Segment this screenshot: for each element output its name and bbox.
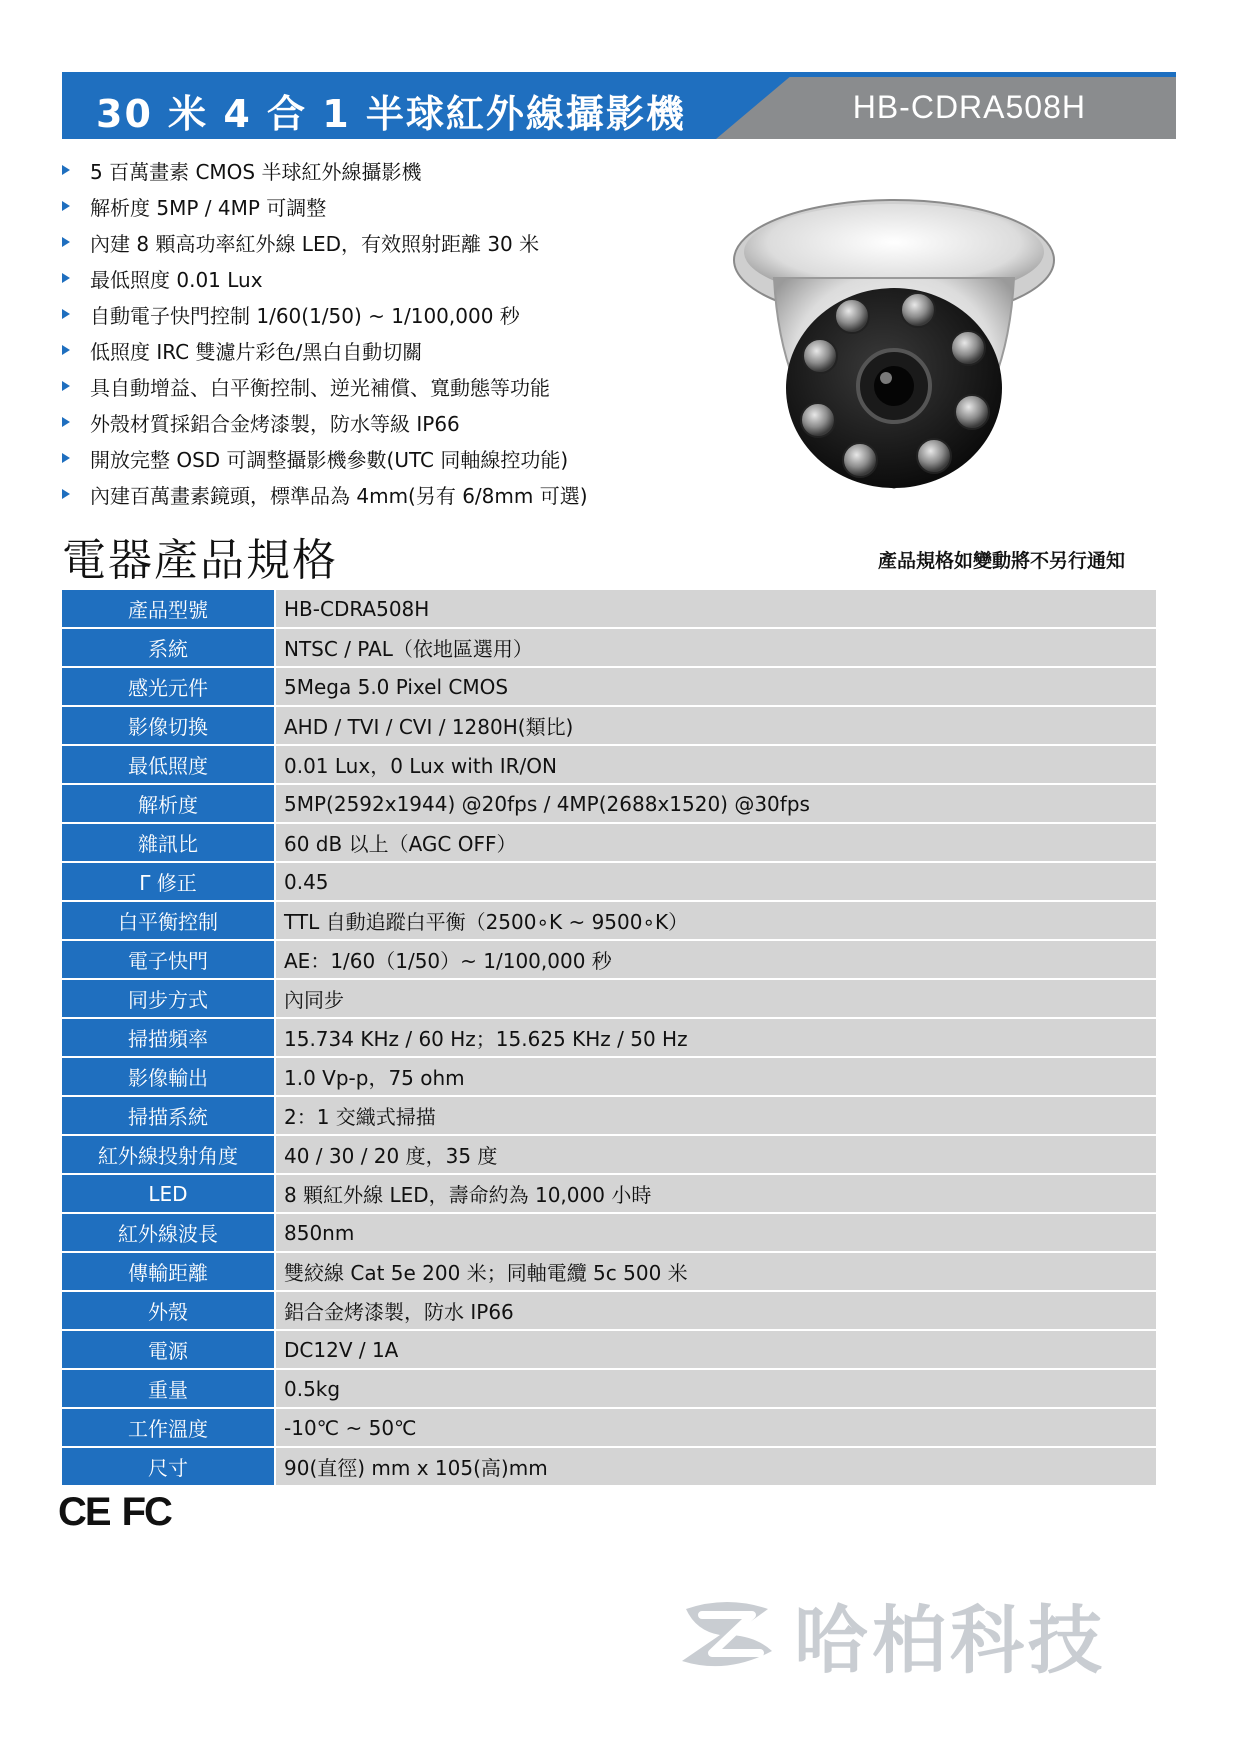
spec-section-title: 電器產品規格 <box>62 535 338 586</box>
table-row <box>62 1097 1156 1136</box>
bullet-icon <box>62 381 70 391</box>
table-row <box>62 980 1156 1019</box>
feature-item <box>58 260 718 296</box>
ce-mark-icon: CE <box>58 1490 110 1534</box>
table-row <box>62 1058 1156 1097</box>
spec-label: 系統 <box>62 629 276 666</box>
feature-item <box>58 152 718 188</box>
spec-value: HB-CDRA508H <box>276 590 1156 627</box>
feature-text: 具自動增益、白平衡控制、逆光補償、寬動態等功能 <box>90 375 550 400</box>
spec-label: 電子快門 <box>62 941 276 978</box>
title-banner <box>62 77 1176 139</box>
table-row <box>62 590 1156 629</box>
spec-label: 同步方式 <box>62 980 276 1017</box>
feature-text: 低照度 IRC 雙濾片彩色/黑白自動切關 <box>90 339 423 364</box>
feature-text: 內建 8 顆高功率紅外線 LED，有效照射距離 30 米 <box>90 231 540 256</box>
bullet-icon <box>62 309 70 319</box>
feature-list <box>58 152 718 512</box>
feature-text: 開放完整 OSD 可調整攝影機參數(UTC 同軸線控功能) <box>90 447 569 472</box>
company-logo-icon <box>672 1595 782 1675</box>
feature-text: 解析度 5MP / 4MP 可調整 <box>90 195 327 220</box>
bullet-icon <box>62 201 70 211</box>
table-row <box>62 746 1156 785</box>
spec-value: NTSC / PAL（依地區選用） <box>276 629 1156 666</box>
spec-value: TTL 自動追蹤白平衡（2500∘K ~ 9500∘K） <box>276 902 1156 939</box>
table-row <box>62 863 1156 902</box>
spec-label: 傳輸距離 <box>62 1253 276 1290</box>
spec-label: 紅外線投射角度 <box>62 1136 276 1173</box>
spec-label: 解析度 <box>62 785 276 822</box>
spec-label: 影像輸出 <box>62 1058 276 1095</box>
spec-value: 15.734 KHz / 60 Hz；15.625 KHz / 50 Hz <box>276 1019 1156 1056</box>
spec-label: 掃描系統 <box>62 1097 276 1134</box>
table-row <box>62 1175 1156 1214</box>
product-title: 30 米 4 合 1 半球紅外線攝影機 <box>96 92 686 136</box>
spec-value: 850nm <box>276 1214 1156 1251</box>
spec-label: 重量 <box>62 1370 276 1407</box>
table-row <box>62 1019 1156 1058</box>
spec-value: 鋁合金烤漆製，防水 IP66 <box>276 1292 1156 1329</box>
feature-text: 最低照度 0.01 Lux <box>90 267 263 292</box>
spec-label: 產品型號 <box>62 590 276 627</box>
fcc-mark-icon: FC <box>121 1490 171 1534</box>
spec-value: 內同步 <box>276 980 1156 1017</box>
company-logo <box>672 1582 1106 1688</box>
table-row <box>62 941 1156 980</box>
table-row <box>62 1214 1156 1253</box>
bullet-icon <box>62 345 70 355</box>
spec-notice: 產品規格如變動將不另行通知 <box>877 550 1125 572</box>
table-row <box>62 1253 1156 1292</box>
spec-value: AHD / TVI / CVI / 1280H(類比) <box>276 707 1156 744</box>
feature-text: 5 百萬畫素 CMOS 半球紅外線攝影機 <box>90 159 422 184</box>
table-row <box>62 668 1156 707</box>
spec-value: 0.01 Lux，0 Lux with IR/ON <box>276 746 1156 783</box>
spec-value: 60 dB 以上（AGC OFF） <box>276 824 1156 861</box>
table-row <box>62 1331 1156 1370</box>
spec-label: 電源 <box>62 1331 276 1368</box>
bullet-icon <box>62 489 70 499</box>
feature-item <box>58 188 718 224</box>
feature-item <box>58 440 718 476</box>
feature-item <box>58 332 718 368</box>
bullet-icon <box>62 417 70 427</box>
spec-value: 0.45 <box>276 863 1156 900</box>
spec-label: 尺寸 <box>62 1448 276 1485</box>
table-row <box>62 1370 1156 1409</box>
spec-label: 雜訊比 <box>62 824 276 861</box>
spec-label: 感光元件 <box>62 668 276 705</box>
feature-item <box>58 224 718 260</box>
spec-label: 掃描頻率 <box>62 1019 276 1056</box>
dome-camera-image <box>722 188 1062 508</box>
spec-table <box>62 590 1156 1487</box>
spec-value: 2：1 交織式掃描 <box>276 1097 1156 1134</box>
company-name: 哈柏科技 <box>794 1598 1106 1684</box>
feature-item <box>58 476 718 512</box>
table-row <box>62 629 1156 668</box>
spec-label: 最低照度 <box>62 746 276 783</box>
spec-value: 8 顆紅外線 LED，壽命約為 10,000 小時 <box>276 1175 1156 1212</box>
spec-value: DC12V / 1A <box>276 1331 1156 1368</box>
spec-value: 0.5kg <box>276 1370 1156 1407</box>
spec-label: 工作溫度 <box>62 1409 276 1446</box>
spec-value: 5MP(2592x1944) @20fps / 4MP(2688x1520) @30fps <box>276 785 1156 822</box>
spec-label: 白平衡控制 <box>62 902 276 939</box>
feature-item <box>58 368 718 404</box>
spec-label: 紅外線波長 <box>62 1214 276 1251</box>
certification-marks <box>58 1490 171 1535</box>
spec-value: 90(直徑) mm x 105(高)mm <box>276 1448 1156 1485</box>
spec-label: LED <box>62 1175 276 1212</box>
bullet-icon <box>62 165 70 175</box>
bullet-icon <box>62 453 70 463</box>
spec-value: 雙絞線 Cat 5e 200 米；同軸電纜 5c 500 米 <box>276 1253 1156 1290</box>
spec-value: -10℃ ~ 50℃ <box>276 1409 1156 1446</box>
table-row <box>62 1409 1156 1448</box>
feature-text: 外殼材質採鋁合金烤漆製，防水等級 IP66 <box>90 411 460 436</box>
table-row <box>62 1292 1156 1331</box>
spec-value: 40 / 30 / 20 度，35 度 <box>276 1136 1156 1173</box>
table-row <box>62 1448 1156 1487</box>
table-row <box>62 707 1156 746</box>
table-row <box>62 902 1156 941</box>
spec-value: 1.0 Vp-p，75 ohm <box>276 1058 1156 1095</box>
spec-value: AE：1/60（1/50）~ 1/100,000 秒 <box>276 941 1156 978</box>
spec-label: 影像切換 <box>62 707 276 744</box>
feature-item <box>58 296 718 332</box>
spec-value: 5Mega 5.0 Pixel CMOS <box>276 668 1156 705</box>
table-row <box>62 785 1156 824</box>
feature-item <box>58 404 718 440</box>
spec-label: Γ 修正 <box>62 863 276 900</box>
bullet-icon <box>62 273 70 283</box>
feature-text: 自動電子快門控制 1/60(1/50) ~ 1/100,000 秒 <box>90 303 520 328</box>
bullet-icon <box>62 237 70 247</box>
table-row <box>62 824 1156 863</box>
product-model: HB-CDRA508H <box>852 89 1086 125</box>
feature-text: 內建百萬畫素鏡頭，標準品為 4mm(另有 6/8mm 可選) <box>90 483 588 508</box>
spec-label: 外殼 <box>62 1292 276 1329</box>
table-row <box>62 1136 1156 1175</box>
